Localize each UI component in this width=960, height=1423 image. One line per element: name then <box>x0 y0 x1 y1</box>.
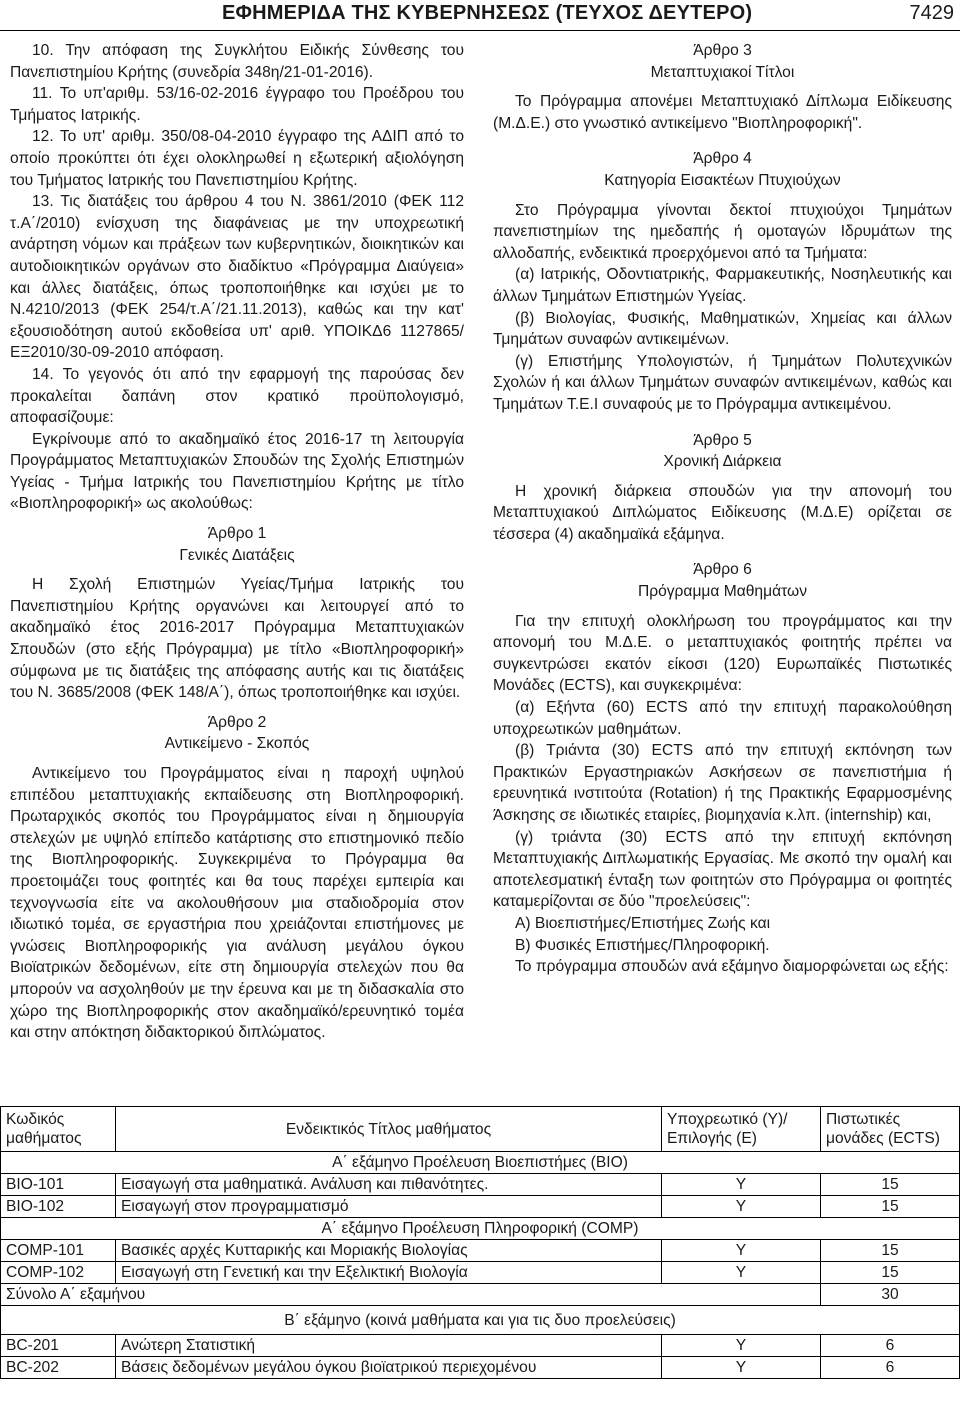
course-ects: 15 <box>821 1262 960 1284</box>
course-type: Υ <box>662 1174 821 1196</box>
course-code: BC-201 <box>1 1335 116 1357</box>
course-type: Υ <box>662 1262 821 1284</box>
course-title: Εισαγωγή στη Γενετική και την Εξελικτική Βιολογία <box>116 1262 662 1284</box>
article-text: Για την επιτυχή ολοκλήρωση του προγράμματος και την απονομή του Μ.Δ.Ε. ο μεταπτυχιακός φοιτητής πρέπει να συγκεντρώσει εκατόν είκοσι (120) Ευρωπαϊκές Πιστωτικές Μονάδες (ECTS), και συγκεκριμένα: <box>493 612 952 695</box>
course-table <box>0 1106 960 1379</box>
article-item: Α) Βιοεπιστήμες/Επιστήμες Ζωής και <box>515 914 771 932</box>
section-label: Α΄ εξάμηνο Προέλευση Βιοεπιστήμες (BIO) <box>1 1152 960 1174</box>
course-title: Ανώτερη Στατιστική <box>116 1335 662 1357</box>
section-row <box>1 1152 960 1174</box>
article-number: Άρθρο 5 <box>693 431 752 449</box>
article-title: Κατηγορία Εισακτέων Πτυχιούχων <box>604 171 841 189</box>
article-number: Άρθρο 2 <box>207 713 267 731</box>
section-label: Α΄ εξάμηνο Προέλευση Πληροφορική (COMP) <box>1 1218 960 1240</box>
article-item: (α) Εξήντα (60) ECTS από την επιτυχή παρακολούθηση υποχρεωτικών μαθημάτων. <box>493 699 952 738</box>
header-title: Ενδεικτικός Τίτλος μαθήματος <box>116 1107 662 1152</box>
section-row <box>1 1306 960 1335</box>
table-row <box>1 1240 960 1262</box>
course-code: COMP-101 <box>1 1240 116 1262</box>
course-title: Εισαγωγή στα μαθηματικά. Ανάλυση και πιθανότητες. <box>116 1174 662 1196</box>
preamble-item: 14. Το γεγονός ότι από την εφαρμογή της παρούσας δεν προκαλείται δαπάνη στον κρατικό προϋπολογισμό, αποφασίζουμε: <box>10 365 464 427</box>
total-value: 30 <box>821 1284 960 1306</box>
course-code: COMP-102 <box>1 1262 116 1284</box>
header-type: Υποχρεωτικό (Υ)/ Επιλογής (Ε) <box>662 1107 821 1152</box>
article-item: Β) Φυσικές Επιστήμες/Πληροφορική. <box>515 936 770 954</box>
table-row <box>1 1357 960 1379</box>
course-title: Βασικές αρχές Κυτταρικής και Μοριακής Βιολογίας <box>116 1240 662 1262</box>
article-text: Το Πρόγραμμα απονέμει Μεταπτυχιακό Δίπλωμα Ειδίκευσης (Μ.Δ.Ε.) στο γνωστικό αντικείμενο "Βιοπληροφορική". <box>493 93 952 132</box>
course-code: BIO-102 <box>1 1196 116 1218</box>
preamble-item: 11. Το υπ'αριθμ. 53/16-02-2016 έγγραφο του Προέδρου του Τμήματος Ιατρικής. <box>10 85 464 124</box>
page-number: 7429 <box>909 2 954 24</box>
course-ects: 15 <box>821 1240 960 1262</box>
article-text: Αντικείμενο του Προγράμματος είναι η παροχή υψηλού επιπέδου μεταπτυχιακής εκπαίδευσης στη Βιοπληροφορική. Πρωταρχικός σκοπός του Προγράμματος είναι η δημιουργία στελεχών με υψηλό επίπεδο κατάρτισης στο επιστημονικό πεδίο της Βιοπληροφορικής. Συγκεκριμένα το Πρόγραμμα θα προετοιμάζει τους φοιτητές και θα τους παρέχει εμπειρία και τεχνογνωσία είτε να ακολουθήσουν μια σταδιοδρομία στον ιδιωτικό τομέα, σε εργαστήρια που χρειάζονται επιστήμονες με γνώσεις Βιοπληροφορικής για ανάλυση μεγάλου όγκου Βιοϊατρικών δεδομένων, είτε στη δημιουργία στελεχών που θα μπορούν να ασχοληθούν με την έρευνα και με τη διδασκαλία στο χώρο της Βιοπληροφορικής στον ακαδημαϊκό/ερευνητικό τομέα και στην απόκτηση διδακτορικού διπλώματος. <box>10 765 464 1042</box>
header-code: Κωδικός μαθήματος <box>1 1107 116 1152</box>
article-title: Αντικείμενο - Σκοπός <box>164 735 310 753</box>
article-item: (β) Βιολογίας, Φυσικής, Μαθηματικών, Χημείας και άλλων Τμημάτων συναφών αντικειμένων. <box>493 309 952 349</box>
article-number: Άρθρο 1 <box>207 525 267 543</box>
course-ects: 6 <box>821 1357 960 1379</box>
article-item: (γ) τριάντα (30) ECTS από την επιτυχή εκπόνηση Μεταπτυχιακής Διπλωματικής Εργασίας. Με σκοπό την ομαλή και αποτελεσματική ένταξη των φοιτητών στο Πρόγραμμα οι φοιτητές καταμερίζονται σε δύο "προελεύσεις": <box>493 828 952 911</box>
course-type: Υ <box>662 1335 821 1357</box>
course-ects: 6 <box>821 1335 960 1357</box>
article-text: Η χρονική διάρκεια σπουδών για την απονομή του Μεταπτυχιακού Διπλώματος Ειδίκευσης (Μ.Δ.Ε) ορίζεται σε τέσσερα (4) ακαδημαϊκά εξάμηνα. <box>493 482 952 543</box>
article-number: Άρθρο 6 <box>693 561 752 579</box>
course-code: BIO-101 <box>1 1174 116 1196</box>
article-number: Άρθρο 4 <box>693 150 752 168</box>
course-type: Υ <box>662 1196 821 1218</box>
article-title: Πρόγραμμα Μαθημάτων <box>637 583 808 601</box>
table-row <box>1 1196 960 1218</box>
article-item: (γ) Επιστήμης Υπολογιστών, ή Τμημάτων Πολυτεχνικών Σχολών ή και άλλων Τμημάτων συναφών αντικειμένων, καθώς και Τμημάτων Τ.Ε.Ι συναφούς με το Πρόγραμμα αντικειμένου. <box>493 352 952 413</box>
table-header-row <box>1 1107 960 1152</box>
preamble-item: 10. Την απόφαση της Συγκλήτου Ειδικής Σύνθεσης του Πανεπιστημίου Κρήτης (συνεδρία 348η/21-01-2016). <box>10 42 464 81</box>
decision-text: Εγκρίνουμε από το ακαδημαϊκό έτος 2016-17 τη λειτουργία Προγράμματος Μεταπτυχιακών Σπουδών της Σχολής Επιστημών Υγείας - Τμήμα Ιατρικής του Πανεπιστημίου Κρήτης με τίτλο «Βιοπληροφορική» ως ακολούθως: <box>10 430 464 513</box>
article-item: (β) Τριάντα (30) ECTS από την επιτυχή εκπόνηση των Πρακτικών Εργαστηριακών Ασκήσεων σε πανεπιστήμια ή ερευνητικά ινστιτούτα (Rotation) ή της Πρακτικής Εφαρμοσμένης Άσκησης σε ιδιωτικές εταιρίες, βιομηχανία κ.λπ. (internship) και, <box>493 742 952 824</box>
page-header <box>0 0 960 31</box>
course-title: Εισαγωγή στον προγραμματισμό <box>116 1196 662 1218</box>
section-row <box>1 1218 960 1240</box>
article-text: Η Σχολή Επιστημών Υγείας/Τμήμα Ιατρικής του Πανεπιστημίου Κρήτης οργανώνει και λειτουργεί από το ακαδημαϊκό έτος 2016-2017 Πρόγραμμα Μεταπτυχιακών Σπουδών (στο εξής Πρόγραμμα) με τίτλο «Βιοπληροφορική» σύμφωνα με τις διατάξεις της απόφασης αυτής και τις διατάξεις του Ν. 3685/2008 (ΦΕΚ 148/Α΄), όπως τροποποιήθηκε και ισχύει. <box>10 576 464 702</box>
course-type: Υ <box>662 1357 821 1379</box>
table-row <box>1 1174 960 1196</box>
course-title: Βάσεις δεδομένων μεγάλου όγκου βιοϊατρικού περιεχομένου <box>116 1357 662 1379</box>
total-row <box>1 1284 960 1306</box>
right-column <box>493 40 952 978</box>
article-item: (α) Ιατρικής, Οδοντιατρικής, Φαρμακευτικής, Νοσηλευτικής και άλλων Τμημάτων Επιστημών Υγείας. <box>493 266 952 305</box>
table-row <box>1 1262 960 1284</box>
article-title: Χρονική Διάρκεια <box>663 453 782 471</box>
preamble-item: 13. Τις διατάξεις του άρθρου 4 του Ν. 3861/2010 (ΦΕΚ 112 τ.Α΄/2010) ενίσχυση της διαφάνειας με την υποχρεωτική ανάρτηση νόμων και πράξεων των κυβερνητικών, διοικητικών και αυτοδιοικητικών οργάνων στο διαδίκτυο «Πρόγραμμα Διαύγεια» και άλλες διατάξεις, όπως τροποποιήθηκε και ισχύει με το Ν.4210/2013 (ΦΕΚ 254/τ.Α΄/21.11.2013), καθώς και την κατ' εξουσιοδότηση αυτού εκδοθείσα υπ' αριθ. ΥΠΟΙΚΔ6 1127865/ΕΞ2010/30-09-2010 απόφαση. <box>10 193 464 362</box>
course-code: BC-202 <box>1 1357 116 1379</box>
left-column <box>10 40 464 1044</box>
article-title: Γενικές Διατάξεις <box>179 546 295 564</box>
preamble-item: 12. Το υπ' αριθμ. 350/08-04-2010 έγγραφο της ΑΔΙΠ από το οποίο προκύπτει ότι έχει ολοκληρωθεί η εξωτερική αξιολόγηση του Τμήματος Ιατρικής του Πανεπιστημίου Κρήτης. <box>10 128 464 189</box>
course-ects: 15 <box>821 1174 960 1196</box>
article-text: Στο Πρόγραμμα γίνονται δεκτοί πτυχιούχοι Τμημάτων πανεπιστημίων της ημεδαπής ή ομοταγών Ιδρυμάτων της αλλοδαπής, ενδεικτικά προερχόμενοι από τα Τμήματα: <box>493 201 952 262</box>
gazette-title: ΕΦΗΜΕΡΙΔΑ ΤΗΣ ΚΥΒΕΡΝΗΣΕΩΣ (ΤΕΥΧΟΣ ΔΕΥΤΕΡΟ) <box>222 2 753 24</box>
course-type: Υ <box>662 1240 821 1262</box>
article-number: Άρθρο 3 <box>693 42 752 59</box>
section-label: Β΄ εξάμηνο (κοινά μαθήματα και για τις δυο προελεύσεις) <box>1 1306 960 1335</box>
table-row <box>1 1335 960 1357</box>
total-label: Σύνολο Α΄ εξαμήνου <box>1 1284 821 1306</box>
course-ects: 15 <box>821 1196 960 1218</box>
article-item: Το πρόγραμμα σπουδών ανά εξάμηνο διαμορφώνεται ως εξής: <box>515 958 949 976</box>
header-ects: Πιστωτικές μονάδες (ECTS) <box>821 1107 960 1152</box>
article-title: Μεταπτυχιακοί Τίτλοι <box>650 63 795 81</box>
